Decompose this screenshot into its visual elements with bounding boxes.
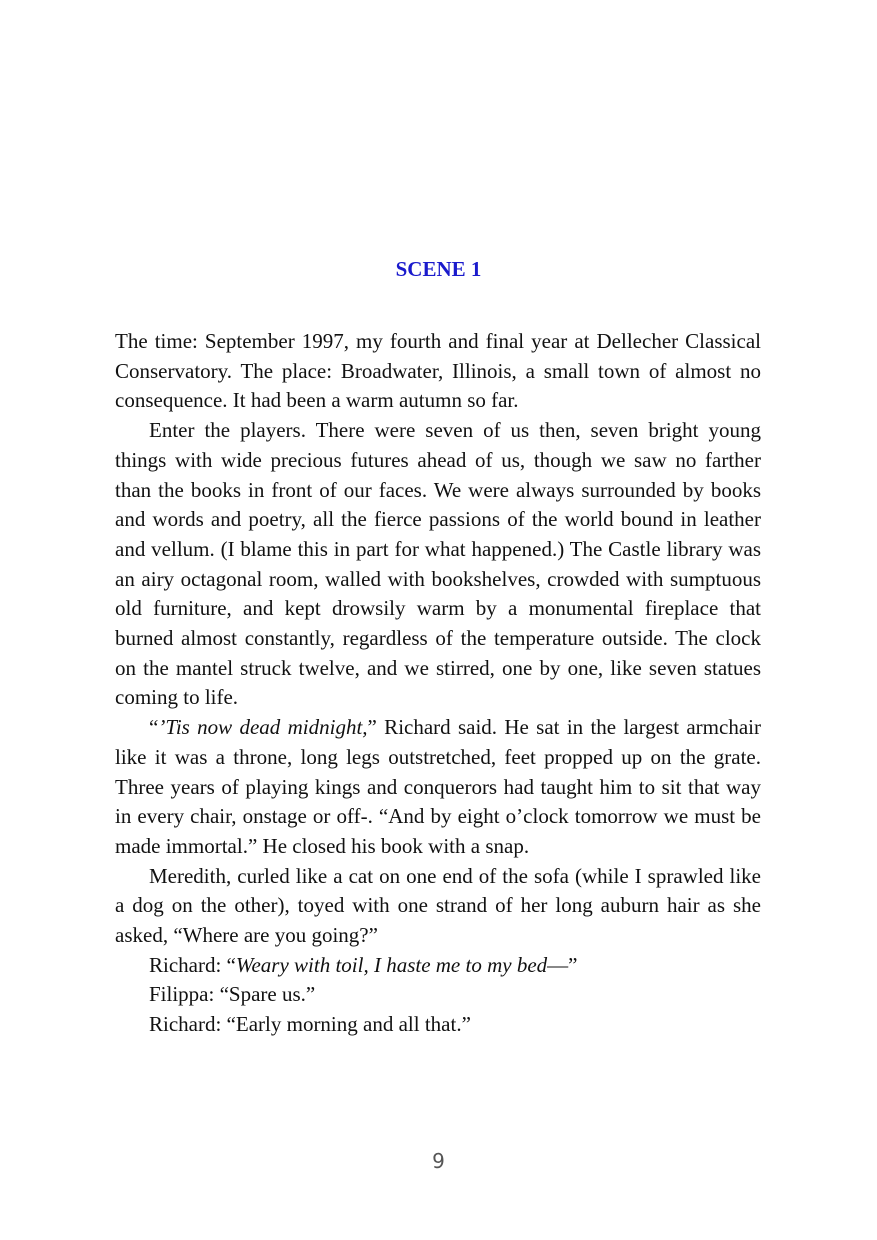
quote-close: —” (547, 952, 578, 977)
paragraph-2: Enter the players. There were seven of us then, seven bright young things with wide precious futures ahead of us, though we saw no farther than the books in front of our faces. We were always surrounded by books and words and poetry, all the fierce passions of the world bound in leather and vellum. (I blame this in part for what happened.) The Castle library was an airy octagonal room, walled with bookshelves, crowded with sumptuous old furniture, and kept drowsily warm by a monumental fireplace that burned almost constantly, regardless of the temperature outside. The clock on the mantel struck twelve, and we stirred, one by one, like seven statues coming to life. (115, 418, 761, 710)
scene-title: SCENE 1 (395, 257, 482, 281)
paragraph-3 (115, 713, 761, 862)
paragraph-5 (115, 951, 761, 981)
quote-open: “ (149, 715, 159, 740)
quoted-line-midnight: ’Tis now dead midnight, (158, 715, 368, 740)
paragraph-6: Filippa: “Spare us.” (149, 982, 316, 1007)
page-number: 9 (432, 1149, 445, 1173)
paragraph-7: Richard: “Early morning and all that.” (149, 1012, 471, 1037)
quoted-line-weary: Weary with toil, I haste me to my bed (235, 952, 548, 977)
speaker-richard: Richard: “ (149, 952, 236, 977)
paragraph-1: The time: September 1997, my fourth and final year at Dellecher Classical Conservatory. The place: Broadwater, Illinois, a small town of almost no consequence. It had been a warm autumn so far. (115, 329, 761, 413)
paragraph-4: Meredith, curled like a cat on one end of the sofa (while I sprawled like a dog on the other), toyed with one strand of her long auburn hair as she asked, “Where are you going?” (115, 863, 761, 948)
body-text (115, 327, 761, 1040)
paragraph-3-rest: ” Richard said. He sat in the largest armchair like it was a throne, long legs outstretched, feet propped up on the grate. Three years of playing kings and conquerors had taught him to sit that way in every chair, onstage or off-. “And by eight o’clock tomorrow we must be made immortal.” He closed his book with a snap. (115, 715, 761, 858)
